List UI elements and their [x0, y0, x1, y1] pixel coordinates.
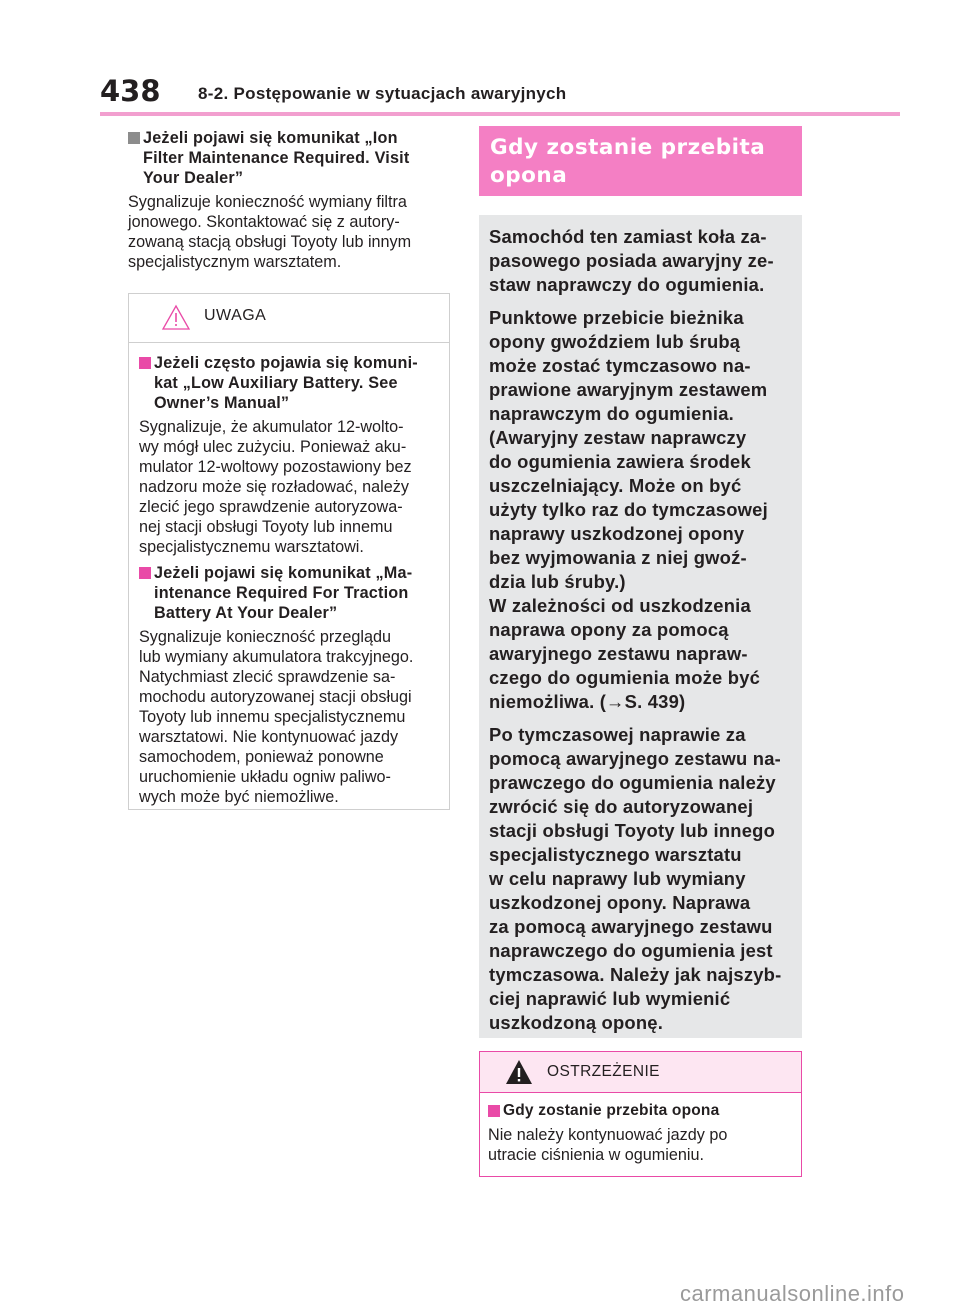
- text-line: wy mógł ulec zużyciu. Ponieważ aku-: [139, 438, 407, 456]
- title-line: Gdy zostanie przebita: [490, 135, 766, 160]
- text-line: naprawczego do ogumienia jest: [489, 940, 773, 961]
- text-line: samochodem, ponieważ ponowne: [139, 748, 384, 766]
- text-line: W zależności od uszkodzenia: [489, 595, 751, 616]
- watermark: carmanualsonline.info: [680, 1281, 905, 1306]
- text-line: tymczasowa. Należy jak najszyb-: [489, 964, 782, 985]
- text-line: Samochód ten zamiast koła za-: [489, 226, 767, 247]
- text-line: uszkodzonej opony. Naprawa: [489, 892, 751, 913]
- after-repair-paragraph: [489, 723, 794, 1035]
- page-number: 438: [100, 74, 161, 108]
- text-line: czego do ogumienia może być: [489, 667, 761, 688]
- heading-text: Gdy zostanie przebita opona: [503, 1102, 720, 1119]
- text-line: specjalistycznemu warsztatowi.: [139, 538, 364, 556]
- text-line: specjalistycznym warsztatem.: [128, 253, 342, 271]
- traction-battery-text: [139, 627, 439, 807]
- text-line: Sygnalizuje konieczność przeglądu: [139, 628, 391, 646]
- repair-kit-intro-paragraph: [489, 225, 794, 297]
- heading-line: intenance Required For Traction: [154, 584, 409, 602]
- text-line: ciej naprawić lub wymienić: [489, 988, 731, 1009]
- low-aux-battery-heading: [139, 353, 439, 413]
- uwaga-header: [129, 294, 449, 343]
- warning-triangle-icon: [504, 1058, 534, 1086]
- caution-triangle-icon: [161, 304, 191, 331]
- heading-line: Owner’s Manual”: [154, 394, 290, 412]
- text-line: uruchomienie układu ogniw paliwo-: [139, 768, 391, 786]
- page-reference-link[interactable]: niemożliwa. (→S. 439): [489, 691, 686, 712]
- puncture-repair-paragraph: [489, 306, 794, 714]
- text-line: Po tymczasowej naprawie za: [489, 724, 746, 745]
- text-line: za pomocą awaryjnego zestawu: [489, 916, 773, 937]
- square-bullet-icon: [128, 132, 140, 144]
- ion-filter-section: [128, 128, 450, 272]
- text-line: zwrócić się do autoryzowanej: [489, 796, 754, 817]
- text-line: mulator 12-woltowy pozostawiony bez: [139, 458, 412, 476]
- heading-line: Filter Maintenance Required. Visit: [143, 149, 410, 167]
- text-line: uszczelniający. Może on być: [489, 475, 742, 496]
- text-line: Nie należy kontynuować jazdy po: [488, 1126, 728, 1144]
- text-line: staw naprawczy do ogumienia.: [489, 274, 765, 295]
- flat-tire-info-panel: [479, 215, 802, 1038]
- header-rule: [100, 112, 900, 116]
- text-line: utracie ciśnienia w ogumieniu.: [488, 1146, 704, 1164]
- ostrzezenie-content: [480, 1093, 801, 1165]
- ostrzezenie-warning-box: [479, 1051, 802, 1177]
- heading-line: kat „Low Auxiliary Battery. See: [154, 374, 398, 392]
- text-line: opony gwoździem lub śrubą: [489, 331, 741, 352]
- text-line: prawczego do ogumienia należy: [489, 772, 776, 793]
- text-line: dzia lub śruby.): [489, 571, 626, 592]
- text-line: bez wyjmowania z niej gwoź-: [489, 547, 747, 568]
- text-line: nadzoru może się rozładować, należy: [139, 478, 409, 496]
- text-line: warsztatowi. Nie kontynuować jazdy: [139, 728, 399, 746]
- text-line: (Awaryjny zestaw naprawczy: [489, 427, 747, 448]
- ostrzezenie-header: [480, 1052, 801, 1093]
- text-line: mochodu autoryzowanej stacji obsługi: [139, 688, 412, 706]
- uwaga-notice-box: [128, 293, 450, 810]
- section-title: 8-2. Postępowanie w sytuacjach awaryjnych: [198, 84, 567, 103]
- text-line: naprawczym do ogumienia.: [489, 403, 734, 424]
- ion-filter-heading: [128, 128, 450, 188]
- text-line: może zostać tymczasowo na-: [489, 355, 751, 376]
- heading-line: Your Dealer”: [143, 169, 244, 187]
- heading-line: Jeżeli często pojawia się komuni-: [154, 354, 418, 372]
- heading-line: Battery At Your Dealer”: [154, 604, 338, 622]
- text-line: Sygnalizuje konieczność wymiany filtra: [128, 193, 407, 211]
- text-line: specjalistycznego warsztatu: [489, 844, 742, 865]
- ion-filter-text: [128, 192, 450, 272]
- text-line: awaryjnego zestawu napraw-: [489, 643, 748, 664]
- text-line: nej stacji obsługi Toyoty lub innemu: [139, 518, 393, 536]
- traction-battery-heading: [139, 563, 439, 623]
- text-line: pomocą awaryjnego zestawu na-: [489, 748, 781, 769]
- uwaga-title: UWAGA: [204, 307, 267, 324]
- text-line: stacji obsługi Toyoty lub innego: [489, 820, 776, 841]
- text-line: zlecić jego sprawdzenie autoryzowa-: [139, 498, 403, 516]
- text-line: naprawa opony za pomocą: [489, 619, 729, 640]
- ostrzezenie-title: OSTRZEŻENIE: [547, 1063, 660, 1080]
- text-line: naprawy uszkodzonej opony: [489, 523, 745, 544]
- heading-line: Jeżeli pojawi się komunikat „Ma-: [154, 564, 413, 582]
- title-line: opona: [490, 163, 568, 188]
- text-line: jonowego. Skontaktować się z autory-: [128, 213, 400, 231]
- text-line: wych może być niemożliwe.: [139, 788, 339, 806]
- text-line: prawione awaryjnym zestawem: [489, 379, 768, 400]
- low-aux-battery-text: [139, 417, 439, 557]
- text-line: lub wymiany akumulatora trakcyjnego.: [139, 648, 414, 666]
- square-bullet-icon: [139, 357, 151, 369]
- text-line: Sygnalizuje, że akumulator 12-wolto-: [139, 418, 404, 436]
- text-line: Toyoty lub innemu specjalistycznemu: [139, 708, 406, 726]
- heading-line: Jeżeli pojawi się komunikat „Ion: [143, 129, 398, 147]
- flat-tire-warning-heading: [488, 1101, 793, 1121]
- text-line: pasowego posiada awaryjny ze-: [489, 250, 774, 271]
- flat-tire-title-banner: [479, 126, 802, 196]
- square-bullet-icon: [139, 567, 151, 579]
- text-line: uszkodzoną oponę.: [489, 1012, 664, 1033]
- text-line: w celu naprawy lub wymiany: [489, 868, 746, 889]
- uwaga-content: [129, 343, 449, 807]
- text-line: Natychmiast zlecić sprawdzenie sa-: [139, 668, 396, 686]
- flat-tire-warning-text: [488, 1125, 793, 1165]
- text-line: użyty tylko raz do tymczasowej: [489, 499, 768, 520]
- text-line: zowaną stacją obsługi Toyoty lub innym: [128, 233, 412, 251]
- text-line: Punktowe przebicie bieżnika: [489, 307, 744, 328]
- square-bullet-icon: [488, 1105, 500, 1117]
- text-line: do ogumienia zawiera środek: [489, 451, 751, 472]
